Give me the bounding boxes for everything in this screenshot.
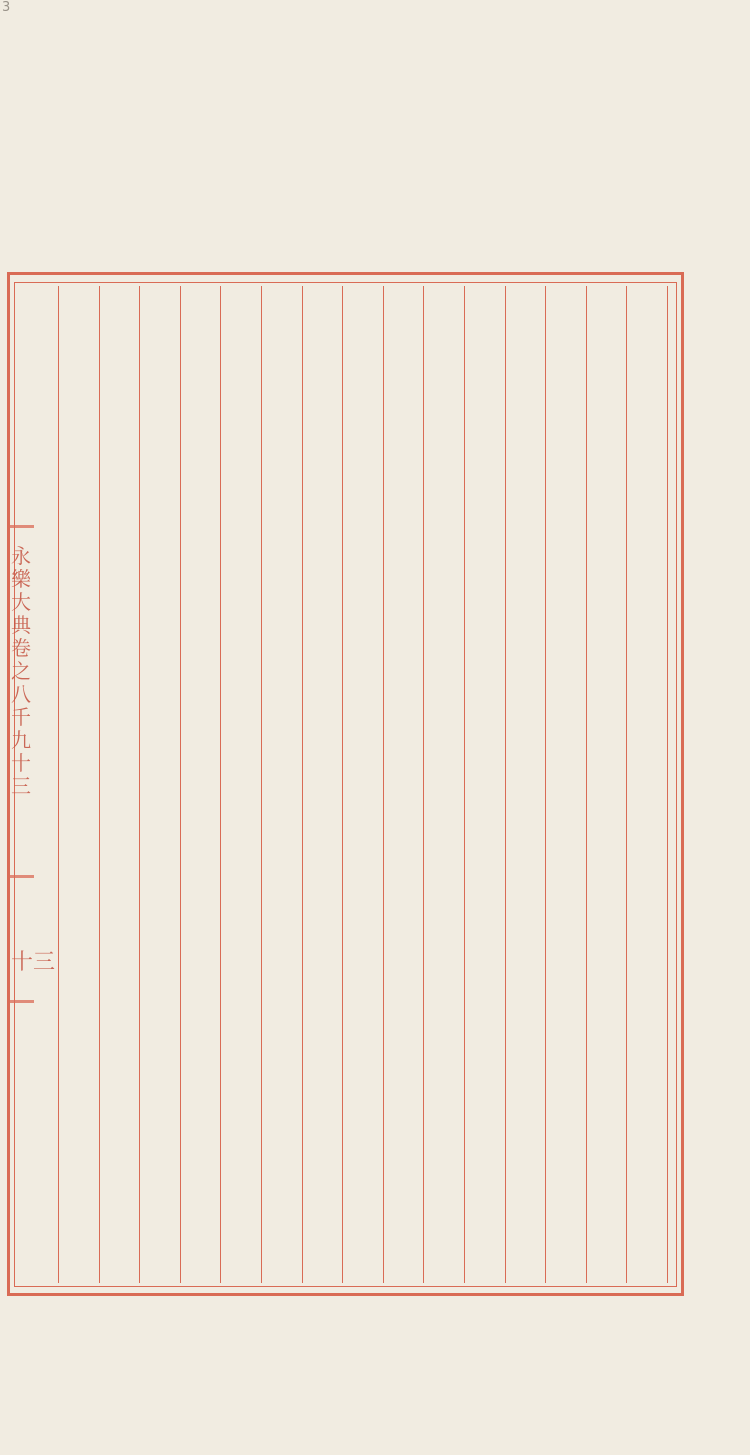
text-column	[19, 355, 58, 1285]
column-divider	[667, 286, 668, 1283]
leaf-number: 十三	[11, 950, 56, 975]
text-column	[60, 355, 99, 1285]
column-divider	[261, 286, 262, 1283]
column-divider	[423, 286, 424, 1283]
column-divider	[545, 286, 546, 1283]
column-divider	[220, 286, 221, 1283]
column-divider	[302, 286, 303, 1283]
text-column	[385, 355, 424, 1285]
column-divider	[99, 286, 100, 1283]
text-column	[547, 355, 586, 1285]
column-divider	[342, 286, 343, 1283]
text-column	[466, 355, 505, 1285]
text-column	[141, 355, 180, 1285]
text-column	[101, 355, 140, 1285]
text-column	[304, 355, 343, 1285]
text-column	[588, 355, 627, 1285]
text-column	[628, 355, 667, 1285]
column-divider	[626, 286, 627, 1283]
text-column	[182, 355, 221, 1285]
text-column	[222, 355, 261, 1285]
column-divider	[586, 286, 587, 1283]
column-divider	[139, 286, 140, 1283]
text-column	[425, 355, 464, 1285]
column-divider	[464, 286, 465, 1283]
text-column	[263, 355, 302, 1285]
column-divider	[58, 286, 59, 1283]
column-divider	[180, 286, 181, 1283]
running-title: 永 樂 大 典 卷 之 八 千 九 十 三	[11, 544, 31, 798]
text-column	[507, 355, 546, 1285]
column-divider	[505, 286, 506, 1283]
text-column	[344, 355, 383, 1285]
page-number: 3	[2, 0, 11, 15]
column-divider	[383, 286, 384, 1283]
